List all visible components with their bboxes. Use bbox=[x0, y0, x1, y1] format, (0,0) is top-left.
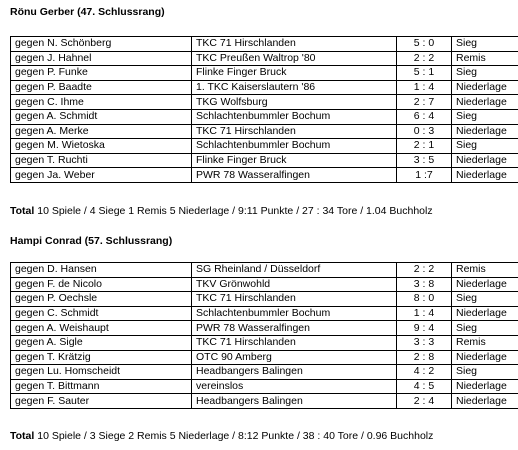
result-cell: Niederlage bbox=[452, 168, 518, 183]
score-cell: 4 : 2 bbox=[397, 365, 452, 380]
result-cell: Niederlage bbox=[452, 277, 518, 292]
score-cell: 8 : 0 bbox=[397, 292, 452, 307]
score-cell: 1 : 4 bbox=[397, 80, 452, 95]
club-cell: PWR 78 Wasseralfingen bbox=[192, 168, 397, 183]
result-cell: Niederlage bbox=[452, 95, 518, 110]
table-row bbox=[11, 80, 518, 95]
result-cell: Sieg bbox=[452, 139, 518, 154]
score-cell: 2 : 8 bbox=[397, 350, 452, 365]
opponent-cell: gegen T. Ruchti bbox=[11, 153, 192, 168]
opponent-cell: gegen A. Sigle bbox=[11, 335, 192, 350]
score-cell: 2 : 2 bbox=[397, 263, 452, 278]
opponent-cell: gegen C. Schmidt bbox=[11, 306, 192, 321]
summary-label: Total bbox=[10, 430, 35, 442]
club-cell: 1. TKC Kaiserslautern '86 bbox=[192, 80, 397, 95]
result-cell: Niederlage bbox=[452, 124, 518, 139]
score-cell: 1 :7 bbox=[397, 168, 452, 183]
table-row bbox=[11, 66, 518, 81]
table-row bbox=[11, 394, 518, 409]
club-cell: TKC 71 Hirschlanden bbox=[192, 335, 397, 350]
score-cell: 2 : 1 bbox=[397, 139, 452, 154]
club-cell: Headbangers Balingen bbox=[192, 365, 397, 380]
opponent-cell: gegen Lu. Homscheidt bbox=[11, 365, 192, 380]
table-row bbox=[11, 168, 518, 183]
player-heading: Hampi Conrad (57. Schlussrang) bbox=[10, 235, 173, 247]
table-row bbox=[11, 350, 518, 365]
result-cell: Niederlage bbox=[452, 379, 518, 394]
club-cell: OTC 90 Amberg bbox=[192, 350, 397, 365]
club-cell: Schlachtenbummler Bochum bbox=[192, 109, 397, 124]
club-cell: Headbangers Balingen bbox=[192, 394, 397, 409]
table-row bbox=[11, 95, 518, 110]
opponent-cell: gegen P. Funke bbox=[11, 66, 192, 81]
score-cell: 2 : 7 bbox=[397, 95, 452, 110]
table-row bbox=[11, 321, 518, 336]
score-cell: 4 : 5 bbox=[397, 379, 452, 394]
opponent-cell: gegen C. Ihme bbox=[11, 95, 192, 110]
table-row bbox=[11, 277, 518, 292]
score-cell: 0 : 3 bbox=[397, 124, 452, 139]
opponent-cell: gegen Ja. Weber bbox=[11, 168, 192, 183]
table-row bbox=[11, 306, 518, 321]
result-cell: Remis bbox=[452, 51, 518, 66]
table-row bbox=[11, 292, 518, 307]
score-cell: 2 : 4 bbox=[397, 394, 452, 409]
club-cell: TKC 71 Hirschlanden bbox=[192, 124, 397, 139]
opponent-cell: gegen A. Schmidt bbox=[11, 109, 192, 124]
result-cell: Sieg bbox=[452, 321, 518, 336]
opponent-cell: gegen T. Bittmann bbox=[11, 379, 192, 394]
result-cell: Niederlage bbox=[452, 153, 518, 168]
table-row bbox=[11, 335, 518, 350]
opponent-cell: gegen N. Schönberg bbox=[11, 37, 192, 52]
club-cell: TKC Preußen Waltrop '80 bbox=[192, 51, 397, 66]
result-cell: Niederlage bbox=[452, 394, 518, 409]
club-cell: Schlachtenbummler Bochum bbox=[192, 139, 397, 154]
opponent-cell: gegen M. Wietoska bbox=[11, 139, 192, 154]
result-cell: Sieg bbox=[452, 365, 518, 380]
summary-text: 10 Spiele / 4 Siege 1 Remis 5 Niederlage / 9:11 Punkte / 27 : 34 Tore / 1.04 Buchholz bbox=[34, 205, 433, 217]
opponent-cell: gegen F. Sauter bbox=[11, 394, 192, 409]
table-row bbox=[11, 263, 518, 278]
result-cell: Sieg bbox=[452, 37, 518, 52]
score-cell: 5 : 0 bbox=[397, 37, 452, 52]
opponent-cell: gegen A. Merke bbox=[11, 124, 192, 139]
score-cell: 3 : 5 bbox=[397, 153, 452, 168]
club-cell: PWR 78 Wasseralfingen bbox=[192, 321, 397, 336]
result-cell: Niederlage bbox=[452, 80, 518, 95]
opponent-cell: gegen F. de Nicolo bbox=[11, 277, 192, 292]
result-cell: Sieg bbox=[452, 292, 518, 307]
table-row bbox=[11, 379, 518, 394]
table-row bbox=[11, 37, 518, 52]
club-cell: Flinke Finger Bruck bbox=[192, 153, 397, 168]
club-cell: TKC 71 Hirschlanden bbox=[192, 37, 397, 52]
table-row bbox=[11, 139, 518, 154]
score-cell: 3 : 8 bbox=[397, 277, 452, 292]
club-cell: SG Rheinland / Düsseldorf bbox=[192, 263, 397, 278]
result-cell: Remis bbox=[452, 263, 518, 278]
summary-text: 10 Spiele / 3 Siege 2 Remis 5 Niederlage / 8:12 Punkte / 38 : 40 Tore / 0.96 Buchholz bbox=[34, 430, 434, 442]
opponent-cell: gegen P. Baadte bbox=[11, 80, 192, 95]
score-cell: 3 : 3 bbox=[397, 335, 452, 350]
table-row bbox=[11, 365, 518, 380]
result-cell: Remis bbox=[452, 335, 518, 350]
opponent-cell: gegen P. Oechsle bbox=[11, 292, 192, 307]
table-row bbox=[11, 124, 518, 139]
club-cell: Schlachtenbummler Bochum bbox=[192, 306, 397, 321]
results-table bbox=[10, 262, 518, 409]
opponent-cell: gegen T. Krätzig bbox=[11, 350, 192, 365]
table-row bbox=[11, 153, 518, 168]
result-cell: Niederlage bbox=[452, 306, 518, 321]
result-cell: Sieg bbox=[452, 109, 518, 124]
result-cell: Sieg bbox=[452, 66, 518, 81]
result-cell: Niederlage bbox=[452, 350, 518, 365]
player-heading: Rönu Gerber (47. Schlussrang) bbox=[10, 6, 165, 18]
club-cell: TKG Wolfsburg bbox=[192, 95, 397, 110]
summary-label: Total bbox=[10, 205, 35, 217]
opponent-cell: gegen J. Hahnel bbox=[11, 51, 192, 66]
opponent-cell: gegen A. Weishaupt bbox=[11, 321, 192, 336]
score-cell: 2 : 2 bbox=[397, 51, 452, 66]
score-cell: 1 : 4 bbox=[397, 306, 452, 321]
opponent-cell: gegen D. Hansen bbox=[11, 263, 192, 278]
player-summary bbox=[10, 430, 433, 442]
club-cell: TKV Grönwohld bbox=[192, 277, 397, 292]
score-cell: 9 : 4 bbox=[397, 321, 452, 336]
club-cell: Flinke Finger Bruck bbox=[192, 66, 397, 81]
table-row bbox=[11, 51, 518, 66]
table-row bbox=[11, 109, 518, 124]
results-table bbox=[10, 36, 518, 183]
score-cell: 6 : 4 bbox=[397, 109, 452, 124]
score-cell: 5 : 1 bbox=[397, 66, 452, 81]
club-cell: vereinslos bbox=[192, 379, 397, 394]
club-cell: TKC 71 Hirschlanden bbox=[192, 292, 397, 307]
player-summary bbox=[10, 205, 433, 217]
